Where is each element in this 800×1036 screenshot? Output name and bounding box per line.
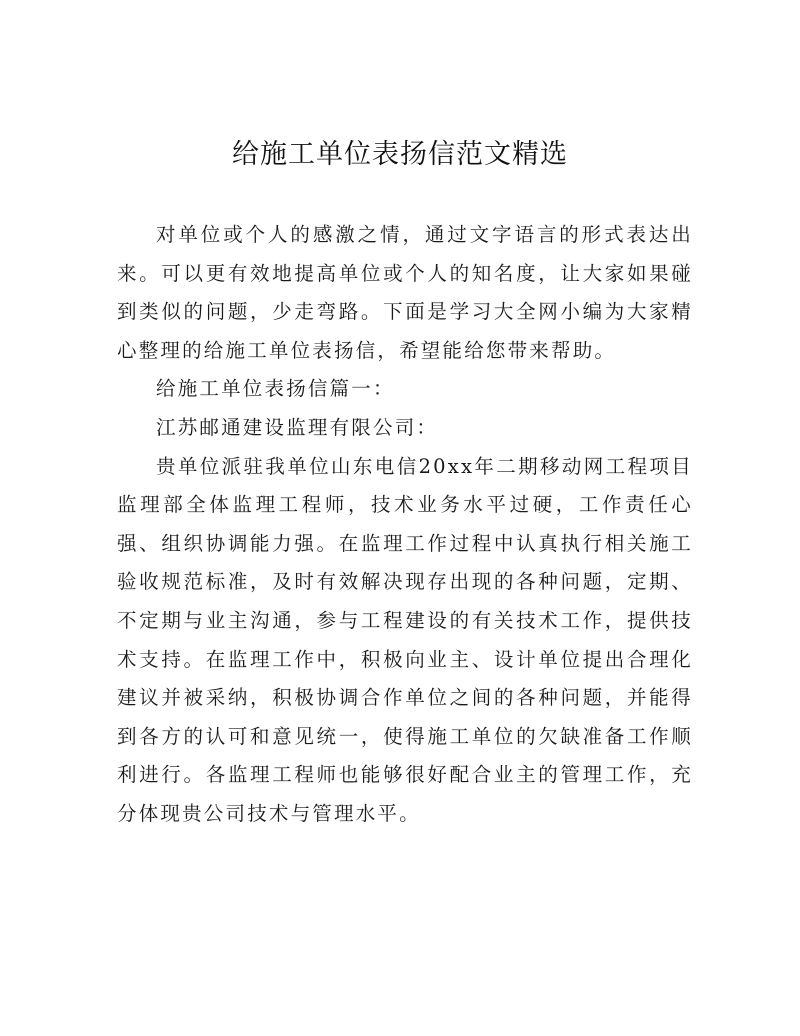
salutation: 江苏邮通建设监理有限公司： [156,415,439,439]
letter-body-paragraph: 贵单位派驻我单位山东电信20xx年二期移动网工程项目监理部全体监理工程师，技术业务水平过硬，工作责任心强、组织协调能力强。在监理工作过程中认真执行相关施工验收规范标准，及时有效解决现存出现的各种问题，定期、不定期与业主沟通，参与工程建设的有关技术工作，提供技术支持。在监理工作中，积极向业主、设计单位提出合理化建议并被采纳，积极协调合作单位之间的各种问题，并能得到各方的认可和意见统一，使得施工单位的欠缺准备工作顺利进行。各监理工程师也能够很好配合业主的管理工作，充分体现贵公司技术与管理水平。 [117,454,693,825]
document-title: 给施工单位表扬信范文精选 [232,139,568,170]
document-body [117,216,693,834]
section-heading: 给施工单位表扬信篇一： [156,377,395,401]
intro-paragraph: 对单位或个人的感激之情，通过文字语言的形式表达出来。可以更有效地提高单位或个人的知名度，让大家如果碰到类似的问题，少走弯路。下面是学习大全网小编为大家精心整理的给施工单位表扬信，希望能给您带来帮助。 [117,223,693,362]
